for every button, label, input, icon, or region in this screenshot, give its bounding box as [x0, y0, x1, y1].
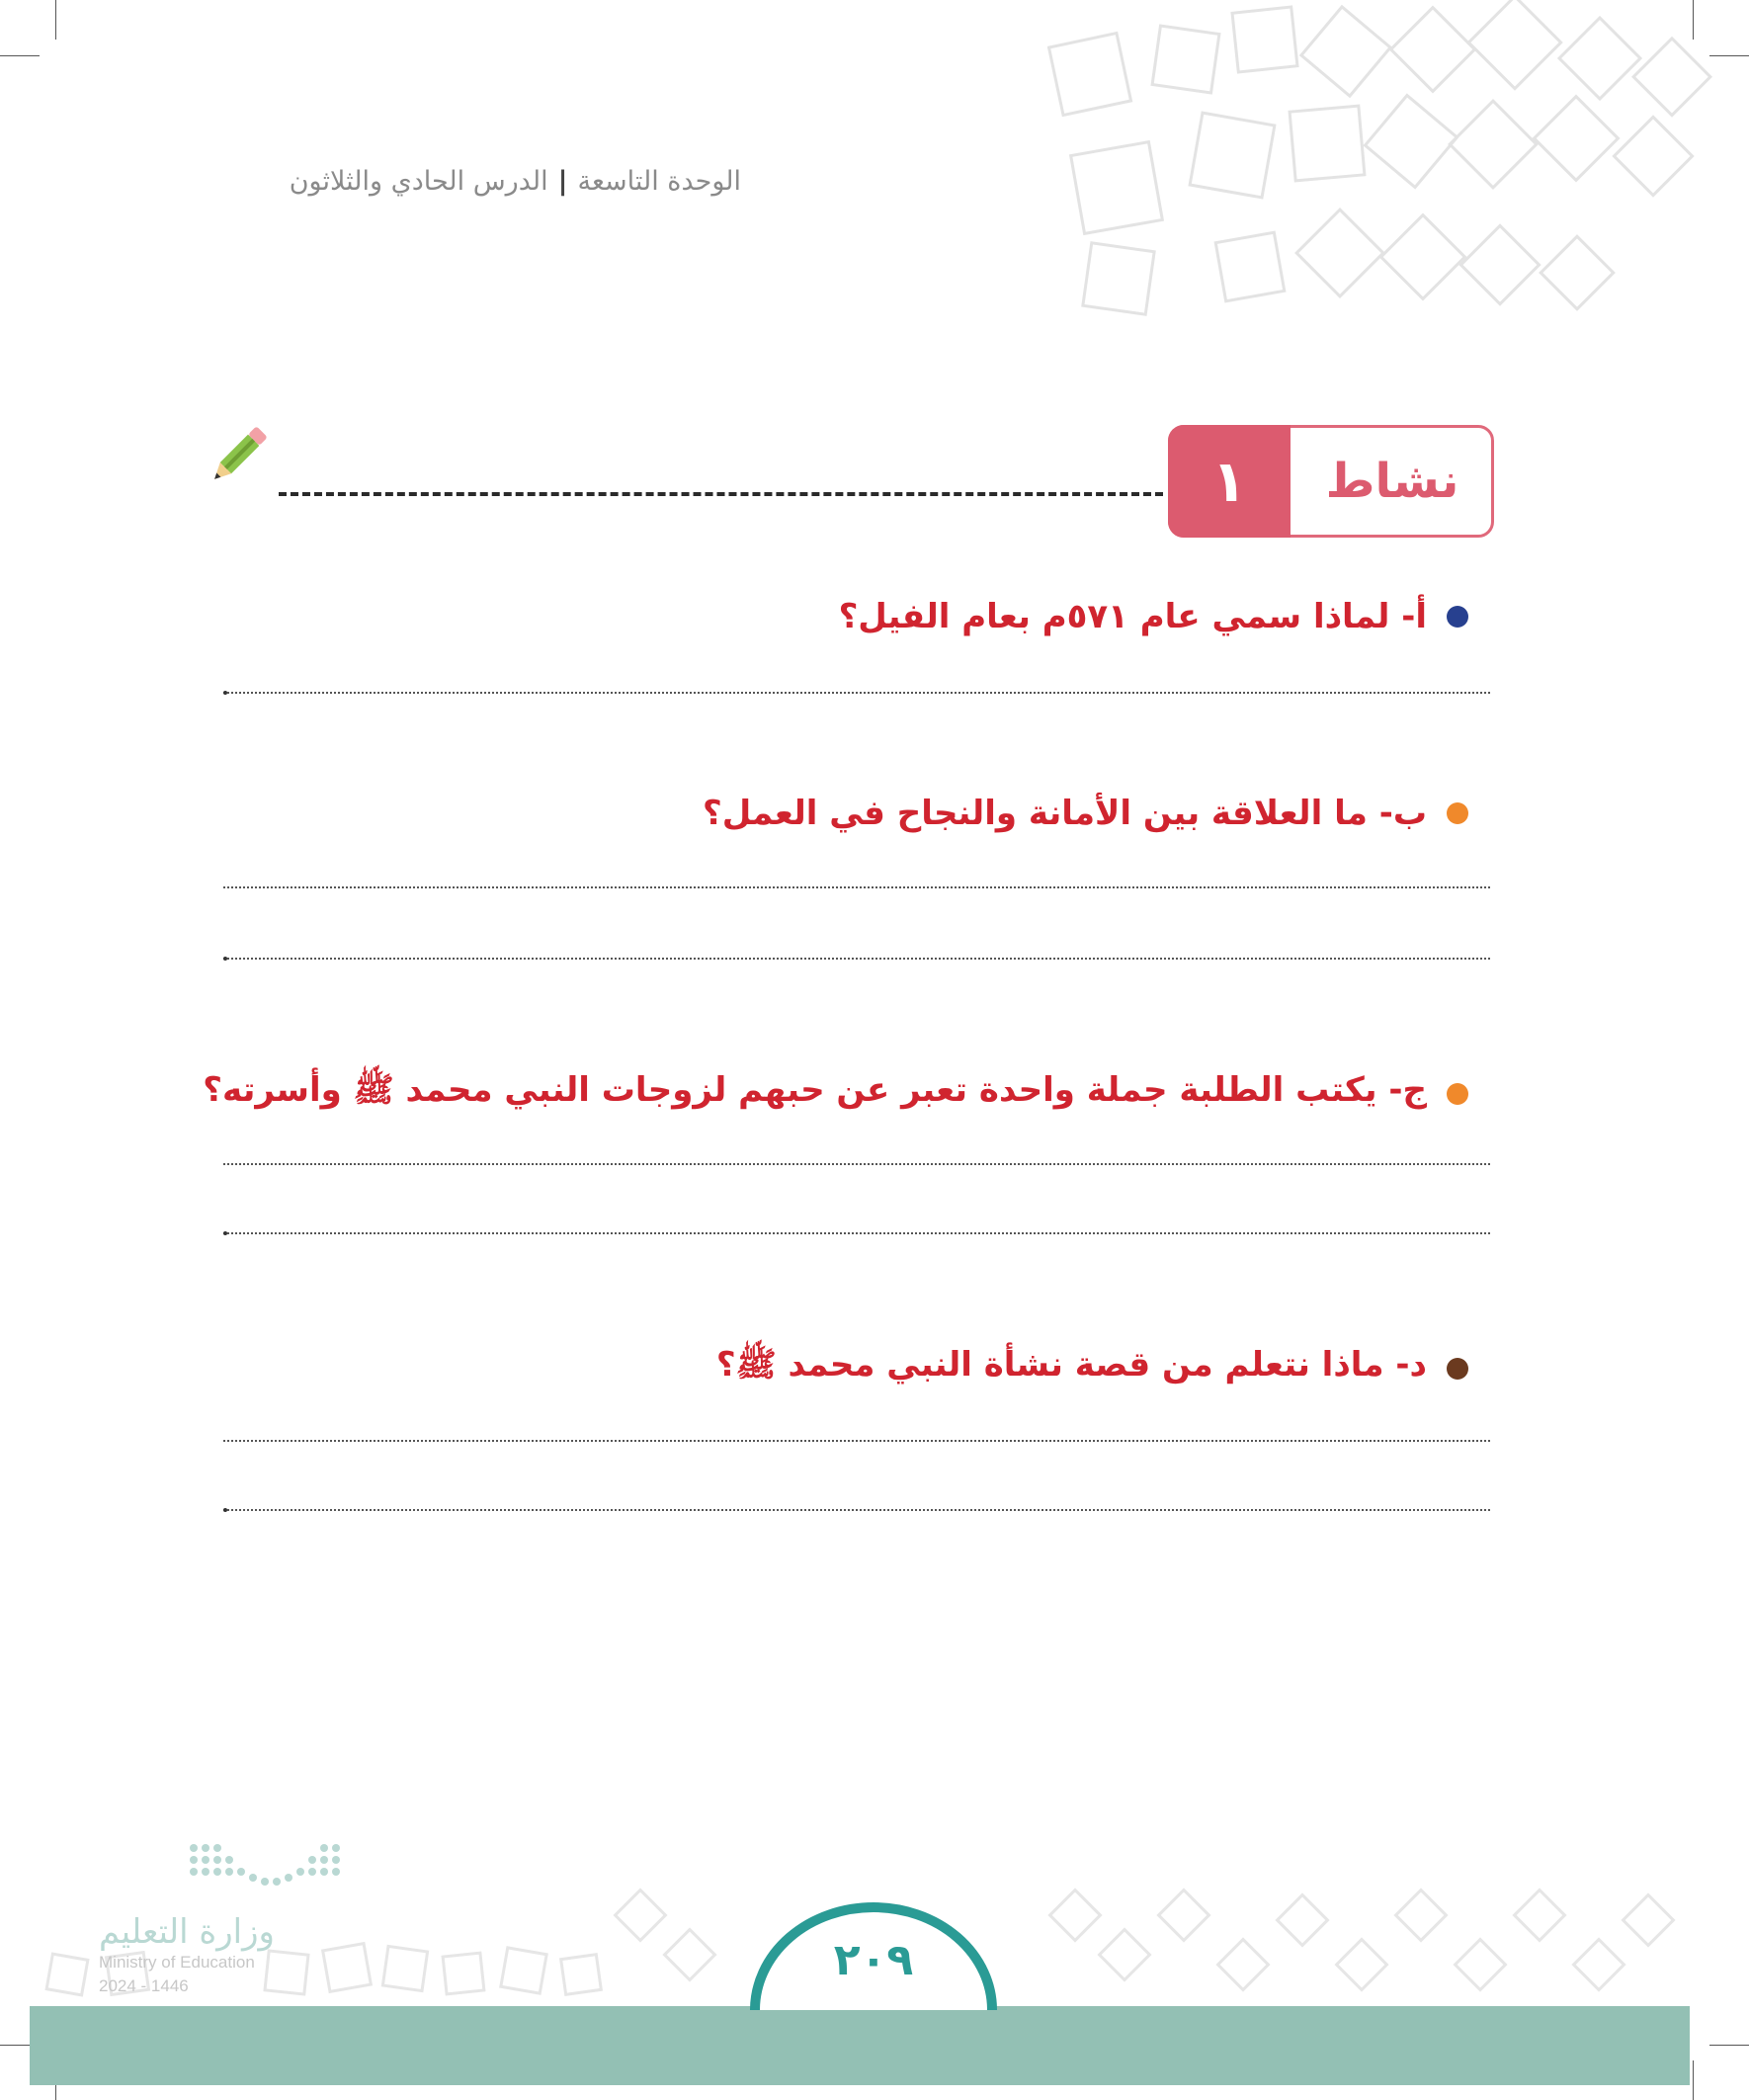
- crop-mark: [1693, 2060, 1694, 2100]
- crop-mark: [55, 0, 56, 40]
- decorative-pattern-top: [1047, 0, 1739, 326]
- page-header: [290, 166, 741, 197]
- answer-line-end-dot: [223, 1231, 227, 1235]
- header-separator: |: [557, 166, 568, 197]
- question-text: د- ماذا نتعلم من قصة نشأة النبي محمد ﷺ؟: [715, 1345, 1427, 1385]
- activity-number: ١: [1168, 425, 1291, 538]
- activity-label: نشاط: [1325, 454, 1459, 509]
- unit-title: الوحدة التاسعة: [577, 166, 741, 197]
- pencil-icon: [202, 423, 271, 492]
- answer-line[interactable]: [223, 1440, 1490, 1442]
- question-d: [716, 1344, 1468, 1392]
- answer-line-end-dot: [223, 691, 227, 695]
- question-text: ج- يكتب الطلبة جملة واحدة تعبر عن حبهم لزوجات النبي محمد ﷺ وأسرته؟: [203, 1070, 1427, 1110]
- lesson-title: الدرس الحادي والثلاثون: [289, 166, 548, 197]
- answer-line[interactable]: [223, 692, 1490, 694]
- ministry-name-arabic: وزارة التعليم: [99, 1912, 275, 1952]
- question-text: أ- لماذا سمي عام ٥٧١م بعام الفيل؟: [838, 597, 1427, 636]
- footer-band: [30, 2006, 1690, 2085]
- bullet-icon: [1447, 1358, 1468, 1380]
- answer-line[interactable]: [223, 958, 1490, 960]
- answer-line-end-dot: [223, 957, 227, 961]
- answer-line[interactable]: [223, 1509, 1490, 1511]
- ministry-logo-icon: [95, 1838, 352, 1907]
- answer-line[interactable]: [223, 1232, 1490, 1234]
- ministry-years: 2024 - 1446: [99, 1976, 189, 1995]
- answer-line[interactable]: [223, 886, 1490, 888]
- activity-dashed-line: [279, 492, 1163, 496]
- question-c: [203, 1069, 1468, 1118]
- bullet-icon: [1447, 802, 1468, 824]
- question-a: [839, 597, 1468, 636]
- page-number: ٢٠٩: [833, 1935, 914, 1985]
- question-text: ب- ما العلاقة بين الأمانة والنجاح في العمل؟: [702, 794, 1427, 833]
- crop-mark: [0, 55, 40, 56]
- ministry-name-english: Ministry of Education: [99, 1953, 255, 1972]
- bullet-icon: [1447, 1083, 1468, 1105]
- crop-mark: [1709, 2045, 1749, 2046]
- question-b: [703, 794, 1468, 833]
- answer-line[interactable]: [223, 1163, 1490, 1165]
- bullet-icon: [1447, 606, 1468, 628]
- answer-line-end-dot: [223, 1508, 227, 1512]
